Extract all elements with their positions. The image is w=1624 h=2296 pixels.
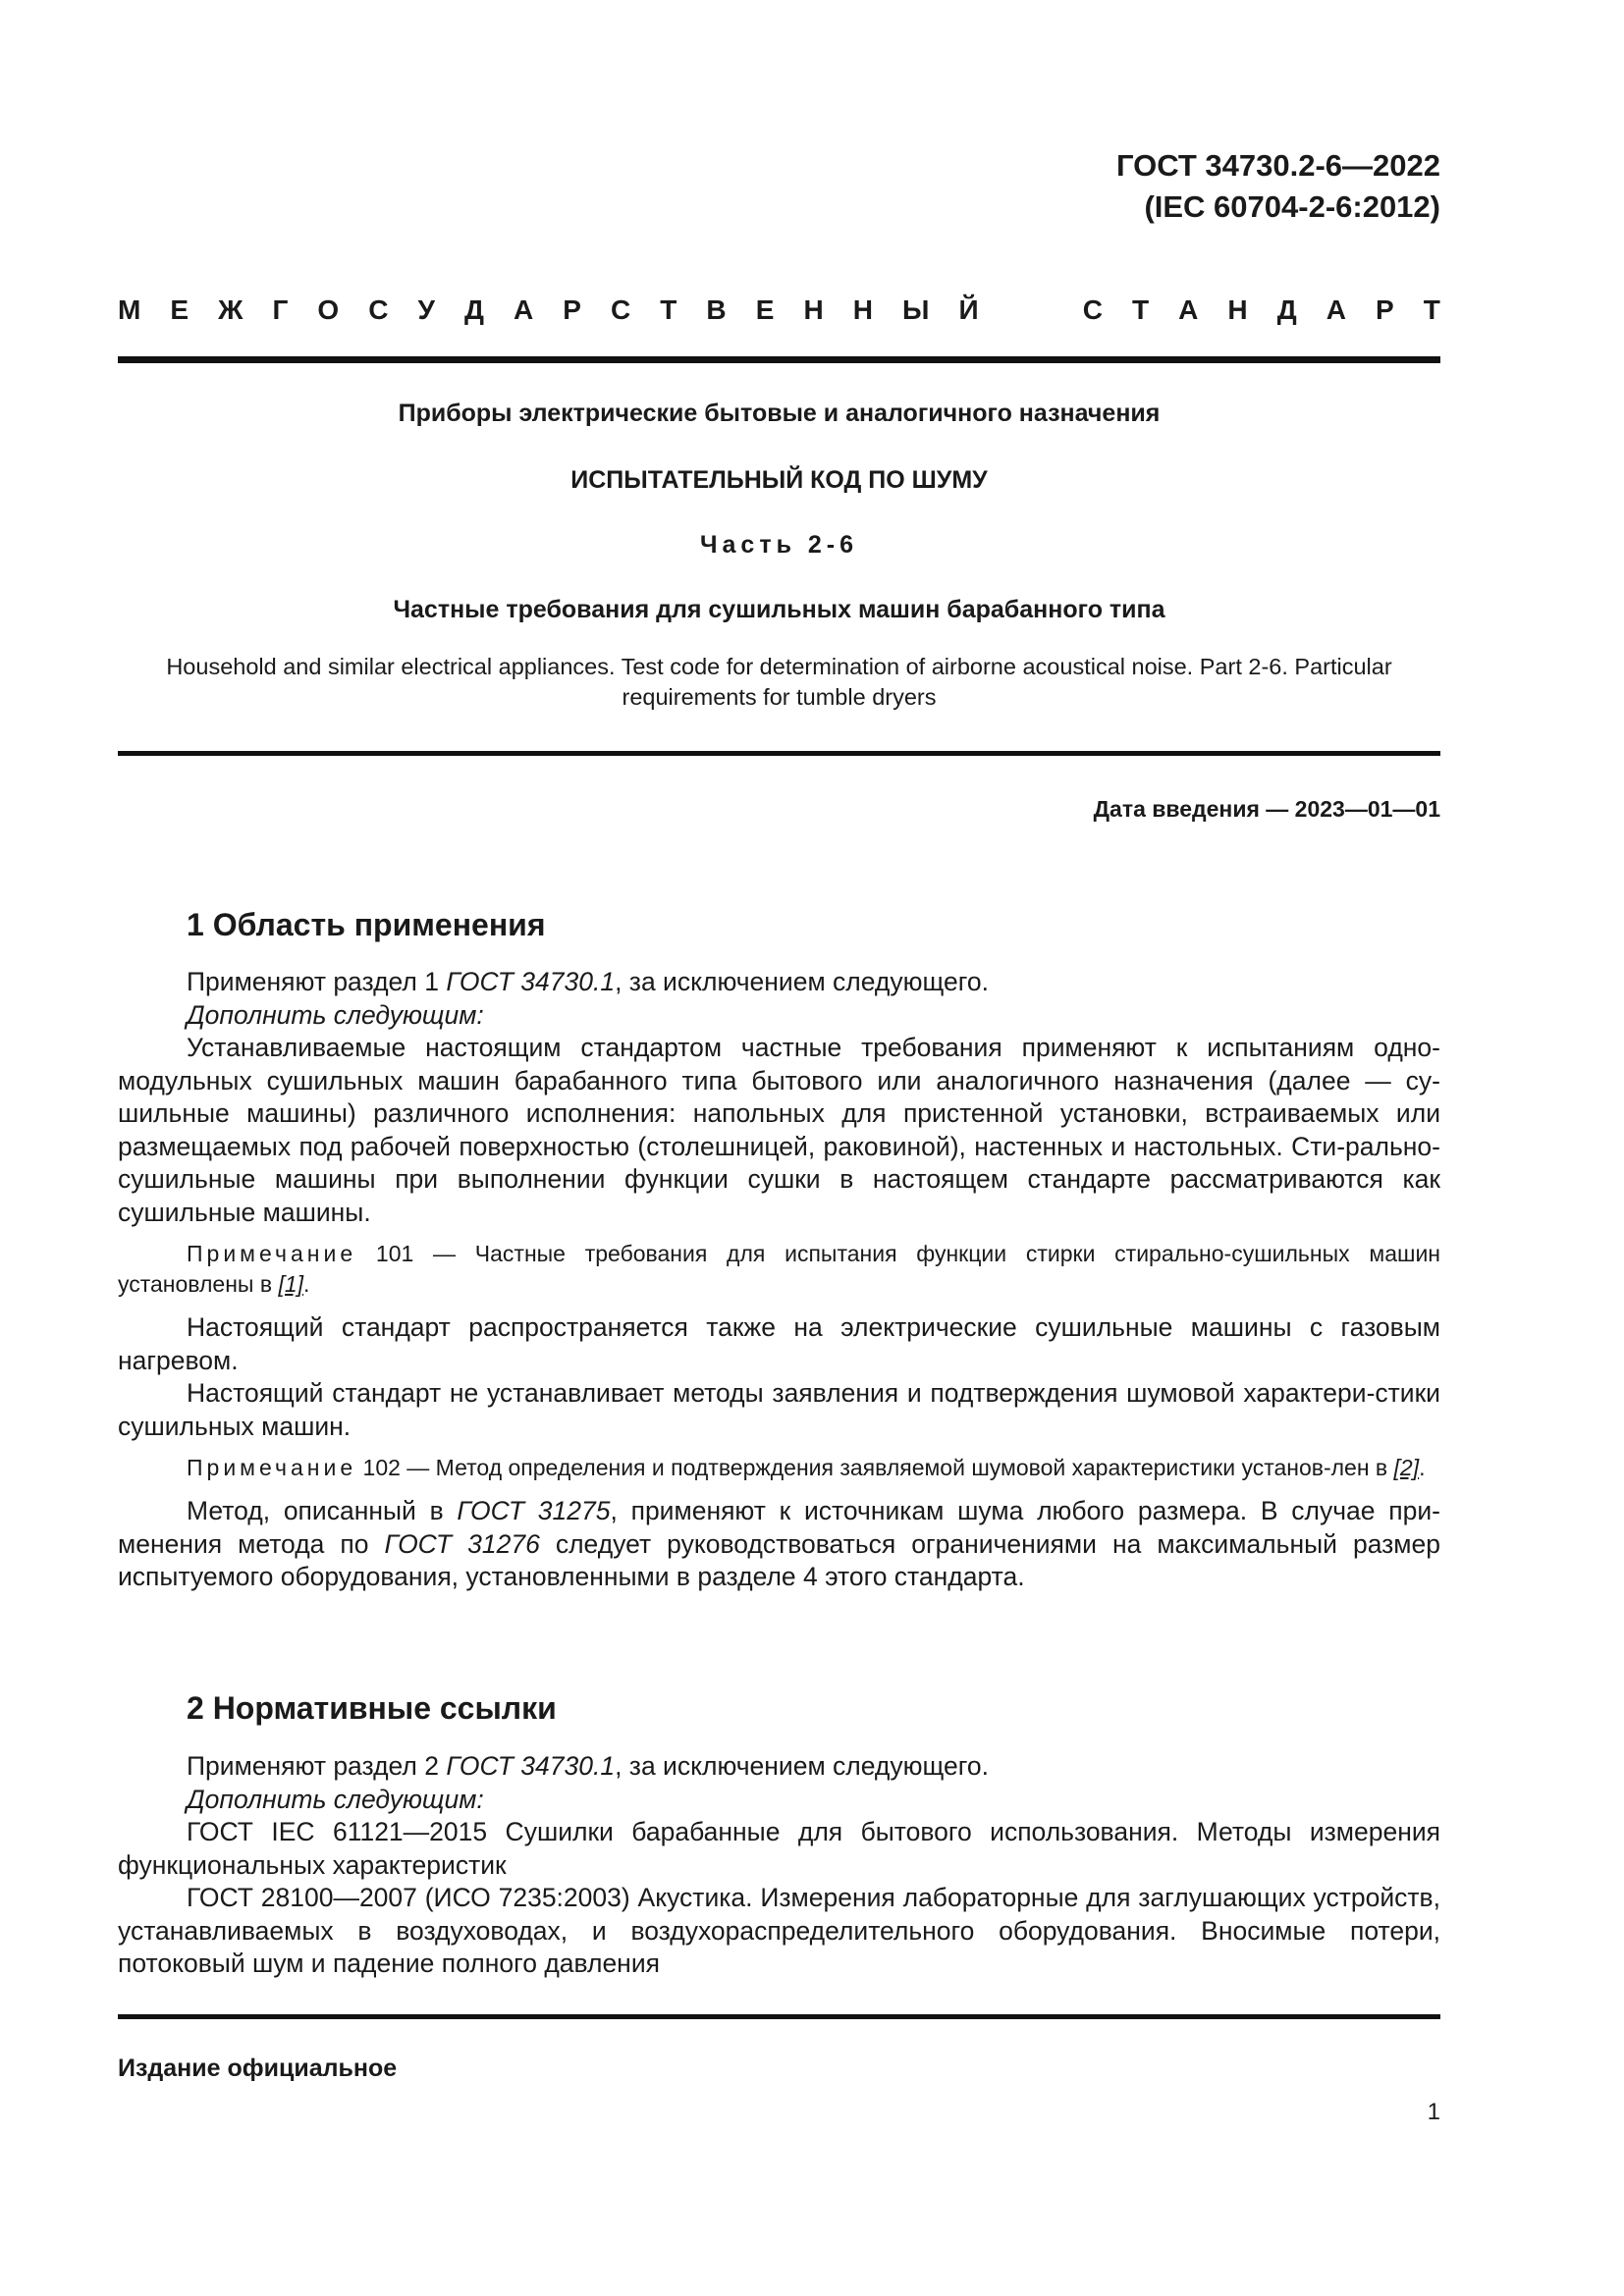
official-edition-label: Издание официальное (118, 2055, 398, 2082)
paragraph-amend: Дополнить следующим: (187, 1784, 484, 1814)
section-2-heading: 2 Нормативные ссылки (187, 1690, 557, 1726)
paragraph: Настоящий стандарт не устанавливает методы заявления и подтверждения шумовой характери-стики сушильных машин. (118, 1378, 1440, 1441)
note-102 (118, 1453, 1440, 1483)
kind-letter: Д (463, 294, 484, 325)
divider-top (118, 356, 1440, 363)
page-number: 1 (1427, 2099, 1440, 2125)
standard-number-gost: ГОСТ 34730.2-6—2022 (1115, 148, 1440, 183)
bibliography-link[interactable]: [2] (1393, 1455, 1420, 1480)
text: . (1419, 1455, 1426, 1480)
kind-letter: А (1178, 294, 1199, 325)
kind-letter: Н (852, 294, 873, 325)
kind-letter: Н (803, 294, 824, 325)
standard-number (1116, 145, 1440, 228)
text: , за исключением следующего. (615, 967, 989, 996)
kind-letter: У (417, 294, 435, 325)
kind-letter: А (513, 294, 534, 325)
standard-kind (118, 293, 1440, 328)
divider-bottom (118, 2014, 1440, 2019)
paragraph (118, 1750, 1440, 1784)
text: 102 — Метод определения и подтверждения заявляемой шумовой характеристики установ-лен в (356, 1455, 1394, 1480)
gost-reference: ГОСТ 31275 (457, 1496, 611, 1525)
text: , применяют к источникам шума любого размера. В случае при-менения метода по (118, 1496, 1440, 1559)
kind-letter: В (706, 294, 727, 325)
gost-reference: ГОСТ 34730.1 (446, 967, 616, 996)
kind-letter: Е (755, 294, 775, 325)
gost-reference: ГОСТ 31276 (384, 1528, 540, 1559)
text: , за исключением следующего. (615, 1751, 989, 1781)
kind-letter: М (118, 294, 141, 325)
title-subtitle: Частные требования для сушильных машин барабанного типа (393, 596, 1165, 623)
title-main: Приборы электрические бытовые и аналогичного назначения (398, 400, 1161, 427)
reference-entry: ГОСТ IEC 61121—2015 Сушилки барабанные для бытового использования. Методы измерения функциональных характеристик (118, 1817, 1440, 1880)
kind-letter: Ж (218, 294, 244, 325)
kind-letter: Н (1227, 294, 1248, 325)
paragraph-amend: Дополнить следующим: (187, 999, 484, 1030)
text: Метод, описанный в (187, 1496, 458, 1525)
divider-title (118, 751, 1440, 756)
text: Применяют раздел 2 (187, 1751, 447, 1781)
note-label: Примечание (187, 1455, 357, 1480)
reference-entry: ГОСТ 28100—2007 (ИСО 7235:2003) Акустика. Измерения лабораторные для заглушающих устройств, устанавливаемых в воздуховодах, и воздухораспределительного оборудования. Вносимые потери, потоковый шум и падение полного давления (118, 1883, 1440, 1978)
text: следует руководствоваться ограничениями на максимальный размер испытуемого оборудования, установленными в разделе 4 этого стандарта. (118, 1528, 1440, 1591)
kind-letter: Т (1131, 294, 1150, 325)
paragraph: Устанавливаемые настоящим стандартом частные требования применяют к испытаниям одно-модульных сушильных машин барабанного типа бытового или аналогичного назначения (далее — су-шильные машины) различного исполнения: напольных для пристенной установки, встраиваемых или размещаемых под рабочей поверхностью (столешницей, раковиной), настенных и настольных. Сти-рально-сушильные машины при выполнении функции сушки в настоящем стандарте рассматриваются как сушильные машины. (118, 1033, 1440, 1227)
paragraph (118, 966, 1440, 999)
kind-letter: Д (1276, 294, 1297, 325)
kind-letter: А (1326, 294, 1346, 325)
note-label: Примечание (187, 1241, 357, 1266)
kind-letter: Р (1375, 294, 1394, 325)
text: . (303, 1271, 310, 1297)
paragraph: Настоящий стандарт распространяется также на электрические сушильные машины с газовым нагревом. (118, 1312, 1440, 1375)
title-code: ИСПЫТАТЕЛЬНЫЙ КОД ПО ШУМУ (570, 466, 988, 494)
section-2-body (118, 1750, 1440, 1981)
kind-letter: Г (272, 294, 289, 325)
kind-letter: Ы (902, 294, 930, 325)
section-1-heading: 1 Область применения (187, 907, 546, 942)
title-part: Часть 2-6 (699, 531, 859, 559)
kind-letter: С (610, 294, 631, 325)
kind-letter: С (1082, 294, 1103, 325)
kind-word-gap (1008, 293, 1054, 328)
title-english: Household and similar electrical appliances. Test code for determination of airborne acoustical noise. Part 2-6. Particular requirements for tumble dryers (166, 654, 1392, 710)
kind-letter: Т (1423, 294, 1440, 325)
kind-letter: Р (563, 294, 581, 325)
text: 101 — Частные требования для испытания функции стирки стирально-сушильных машин установлены в (118, 1241, 1440, 1297)
kind-letter: Т (660, 294, 677, 325)
paragraph (118, 1495, 1440, 1594)
kind-letter: Е (170, 294, 189, 325)
kind-letter: Й (958, 294, 979, 325)
text: Применяют раздел 1 (187, 967, 447, 996)
kind-letter: О (317, 294, 340, 325)
introduction-date: Дата введения — 2023—01—01 (1093, 796, 1440, 822)
bibliography-link[interactable]: [1] (278, 1271, 304, 1297)
gost-reference: ГОСТ 34730.1 (446, 1751, 616, 1781)
section-1-body (118, 966, 1440, 1594)
note-101 (118, 1239, 1440, 1300)
standard-number-iec: (IEC 60704-2-6:2012) (1144, 189, 1440, 224)
kind-letter: С (368, 294, 389, 325)
